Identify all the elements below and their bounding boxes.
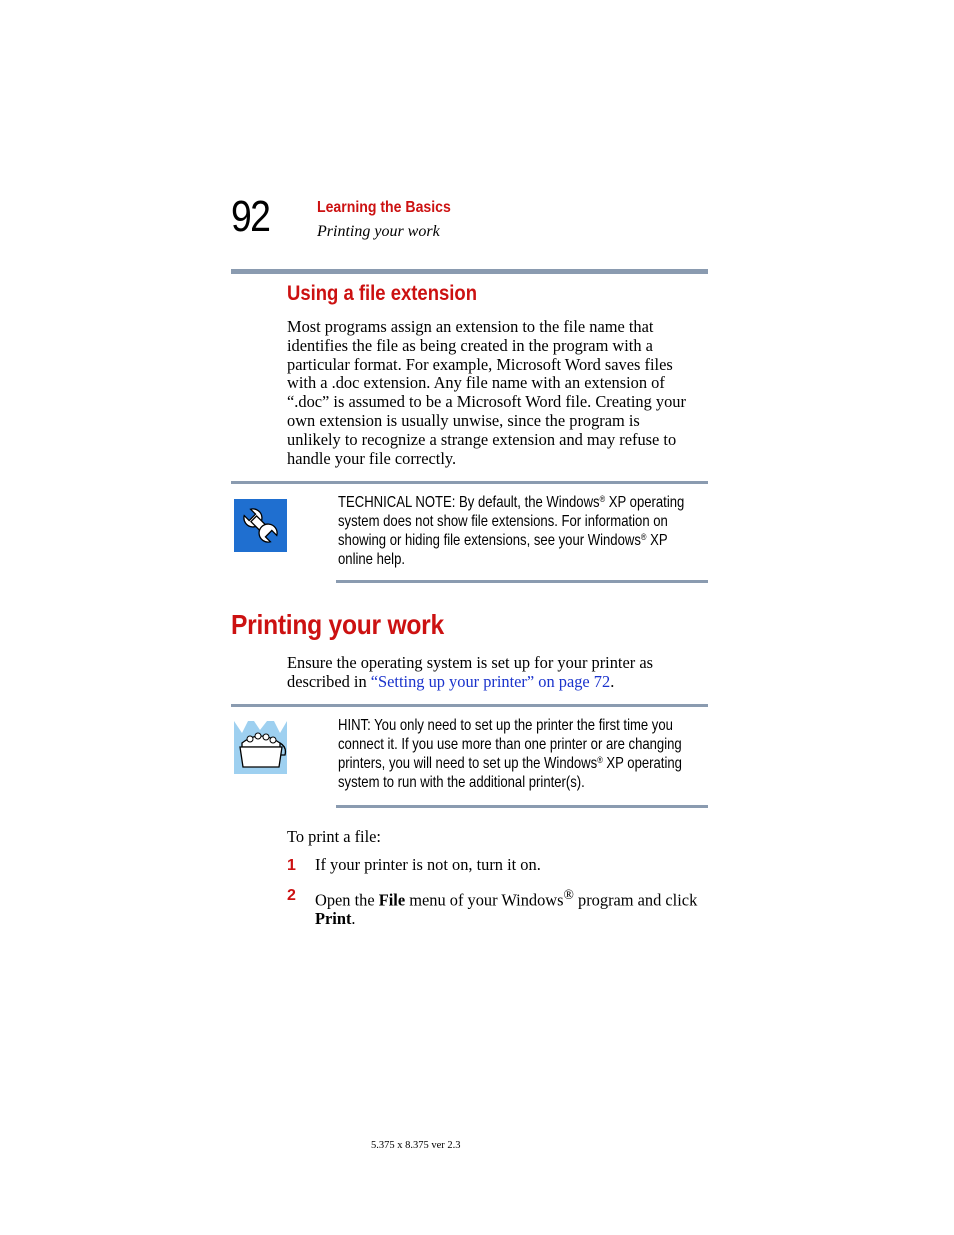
file-extension-paragraph [287, 318, 712, 468]
paragraph-line: with a .doc extension. Any file name with an extension of [287, 373, 665, 393]
file-menu-label: File [378, 890, 406, 910]
note-text: XP [646, 532, 668, 549]
step-text-part: Open the [315, 890, 379, 910]
paragraph-line: particular format. For example, Microsoft Word saves files [287, 354, 673, 374]
printing-intro [287, 654, 712, 692]
registered-mark: ® [640, 532, 647, 542]
subsection-heading: Using a file extension [287, 282, 477, 305]
section-subtitle: Printing your work [317, 223, 440, 240]
step-number: 1 [287, 857, 296, 874]
registered-mark: ® [599, 494, 606, 504]
note-text: online help. [338, 551, 406, 568]
paragraph-line: Ensure the operating system is set up for your printer as [287, 653, 653, 672]
note-text: TECHNICAL NOTE: By default, the Windows [338, 494, 600, 511]
note-text: HINT: You only need to set up the printer the first time you [338, 717, 673, 734]
section-divider [231, 269, 708, 274]
registered-mark: ® [563, 887, 574, 902]
paragraph-text: described in [287, 671, 371, 691]
page-number: 92 [231, 192, 270, 241]
note-text: XP operating [605, 494, 685, 511]
treasure-chest-icon [234, 721, 287, 774]
paragraph-line: “.doc” is assumed to be a Microsoft Word file. Creating your [287, 392, 686, 412]
registered-mark: ® [597, 755, 603, 765]
print-command-label: Print [315, 909, 352, 929]
step-text: If your printer is not on, turn it on. [315, 855, 541, 874]
note-text: system to run with the additional printer(s). [338, 774, 585, 791]
steps-intro: To print a file: [287, 827, 381, 846]
note-text: system does not show file extensions. For information on [338, 513, 668, 530]
paragraph-text: . [610, 671, 615, 691]
hint-top-divider [231, 704, 708, 707]
section-heading: Printing your work [231, 609, 444, 640]
paragraph-line: own extension is usually unwise, since the program is [287, 410, 640, 430]
technical-note [338, 493, 691, 569]
note-top-divider [231, 481, 708, 484]
step-number: 2 [287, 887, 296, 904]
setting-up-printer-link[interactable]: “Setting up your printer” on page 72 [370, 671, 611, 691]
note-bottom-divider [336, 580, 708, 583]
step-text-part: . [351, 909, 356, 929]
note-text: showing or hiding file extensions, see your Windows [338, 532, 641, 549]
paragraph-line: Most programs assign an extension to the file name that [287, 317, 654, 336]
hint-note [338, 716, 691, 792]
step-text [315, 886, 715, 929]
wrench-icon [234, 499, 287, 552]
step-text-part: menu of your Windows [405, 890, 564, 910]
page-footer: 5.375 x 8.375 ver 2.3 [371, 1140, 461, 1151]
hint-bottom-divider [336, 805, 708, 808]
paragraph-line: identifies the file as being created in the program with a [287, 335, 653, 355]
step-text-part: program and click [573, 890, 698, 910]
note-text: connect it. If you use more than one printer or are changing [338, 736, 682, 753]
note-text: XP operating [602, 755, 682, 772]
paragraph-line: unlikely to recognize a strange extension and may refuse to [287, 429, 677, 449]
chapter-title: Learning the Basics [317, 199, 451, 216]
paragraph-line: handle your file correctly. [287, 448, 457, 468]
note-text: printers, you will need to set up the Windows [338, 755, 598, 772]
